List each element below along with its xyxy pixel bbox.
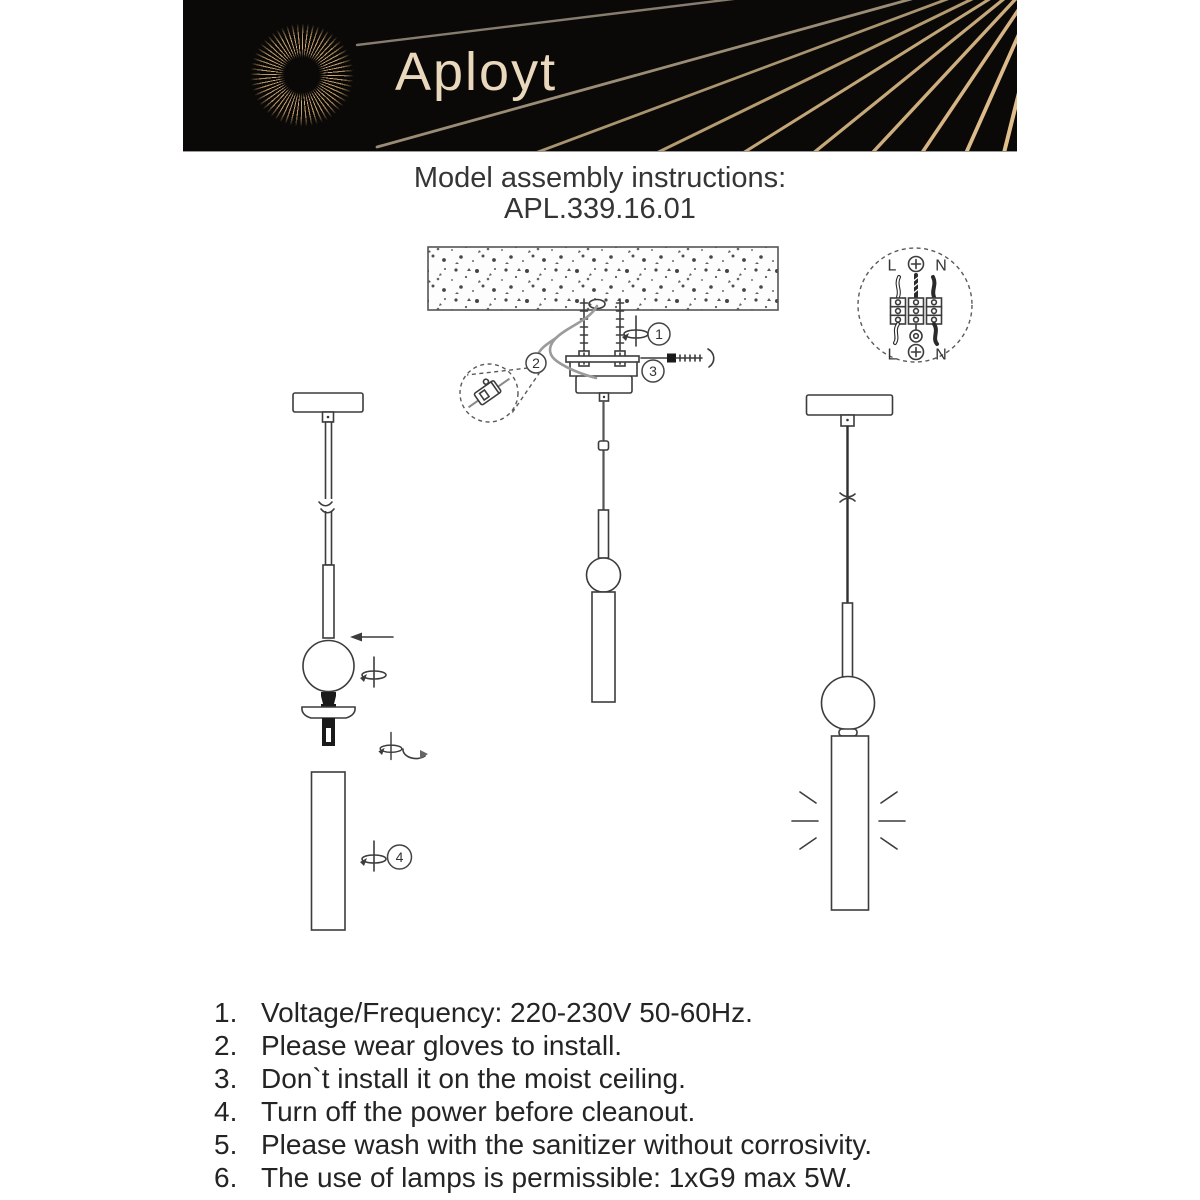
height-arrow xyxy=(350,633,393,642)
ground-icon xyxy=(909,345,924,360)
title-line1: Model assembly instructions: xyxy=(413,162,787,194)
stem-rod xyxy=(599,510,609,558)
instruction-item xyxy=(214,1095,1014,1128)
model-number: APL.339.16.01 xyxy=(504,193,696,225)
mounting-bracket-assembly xyxy=(460,299,714,422)
svg-text:3: 3 xyxy=(649,363,657,379)
shade-cylinder xyxy=(592,592,615,702)
canopy xyxy=(293,393,363,412)
gold-rays-decoration-icon xyxy=(183,0,1017,151)
canopy xyxy=(807,395,893,415)
item-number: 6. xyxy=(214,1162,238,1193)
pendant-right-assembled xyxy=(792,395,905,910)
shade-cylinder xyxy=(832,736,869,910)
power-wire-branch xyxy=(538,338,556,356)
assembly-diagram xyxy=(0,235,1200,985)
rotate-icon xyxy=(360,657,386,687)
brand-banner xyxy=(183,0,1017,152)
page-title xyxy=(0,162,1200,225)
suspension-cable xyxy=(326,422,332,565)
g9-socket-stem xyxy=(322,718,335,746)
shade-cylinder xyxy=(312,772,346,930)
item-text: Don`t install it on the moist ceiling. xyxy=(261,1063,686,1094)
item-text: Voltage/Frequency: 220-230V 50-60Hz. xyxy=(261,997,753,1028)
ground-icon xyxy=(909,257,924,272)
item-text: Please wash with the sanitizer without corrosivity. xyxy=(261,1129,873,1160)
ring-terminal xyxy=(910,330,922,342)
svg-text:4: 4 xyxy=(395,849,404,865)
mounting-bar xyxy=(566,356,639,362)
item-number: 3. xyxy=(214,1063,238,1094)
instruction-item xyxy=(214,996,1014,1029)
live-label-bottom: L xyxy=(887,346,897,364)
brand-name: Aployt xyxy=(395,42,558,102)
instruction-item xyxy=(214,1161,1014,1194)
stem-rod xyxy=(843,603,853,677)
item-number: 4. xyxy=(214,1096,238,1127)
neutral-label-bottom: N xyxy=(935,346,947,364)
step-4-badge xyxy=(388,845,412,869)
socket-flange xyxy=(302,704,355,718)
item-text: Turn off the power before cleanout. xyxy=(261,1096,696,1127)
rotate-icon xyxy=(378,733,401,760)
lamp-socket xyxy=(321,692,336,704)
instruction-item xyxy=(214,1029,1014,1062)
stem-rod xyxy=(323,565,334,638)
pendant-middle xyxy=(587,401,621,702)
item-number: 1. xyxy=(214,997,238,1028)
cable-connector xyxy=(599,441,609,450)
terminal-block xyxy=(891,298,942,324)
live-label-top: L xyxy=(887,257,897,275)
instruction-item xyxy=(214,1062,1014,1095)
item-text: Please wear gloves to install. xyxy=(261,1030,623,1061)
sphere xyxy=(822,677,875,730)
rotate-icon xyxy=(622,316,648,346)
step-3-badge xyxy=(642,360,664,382)
neutral-label-top: N xyxy=(935,257,947,275)
svg-text:1: 1 xyxy=(655,326,663,342)
power-wire xyxy=(550,306,597,378)
shade-neck xyxy=(839,729,857,736)
sphere xyxy=(587,558,621,592)
step-1-badge xyxy=(648,323,670,345)
item-text: The use of lamps is permissible: 1xG9 max 5W. xyxy=(261,1162,853,1193)
rotate-icon xyxy=(360,841,386,871)
item-number: 5. xyxy=(214,1129,238,1160)
wiring-diagram xyxy=(858,248,972,364)
item-number: 2. xyxy=(214,1030,238,1061)
ceiling-canopy xyxy=(576,376,632,393)
step-2-badge xyxy=(526,353,546,373)
sphere xyxy=(303,641,354,692)
svg-text:2: 2 xyxy=(532,355,540,371)
wire-clamp-detail xyxy=(460,364,540,422)
pendant-left-exploded xyxy=(293,393,428,930)
instruction-list xyxy=(214,996,1014,1194)
instruction-item xyxy=(214,1128,1014,1161)
